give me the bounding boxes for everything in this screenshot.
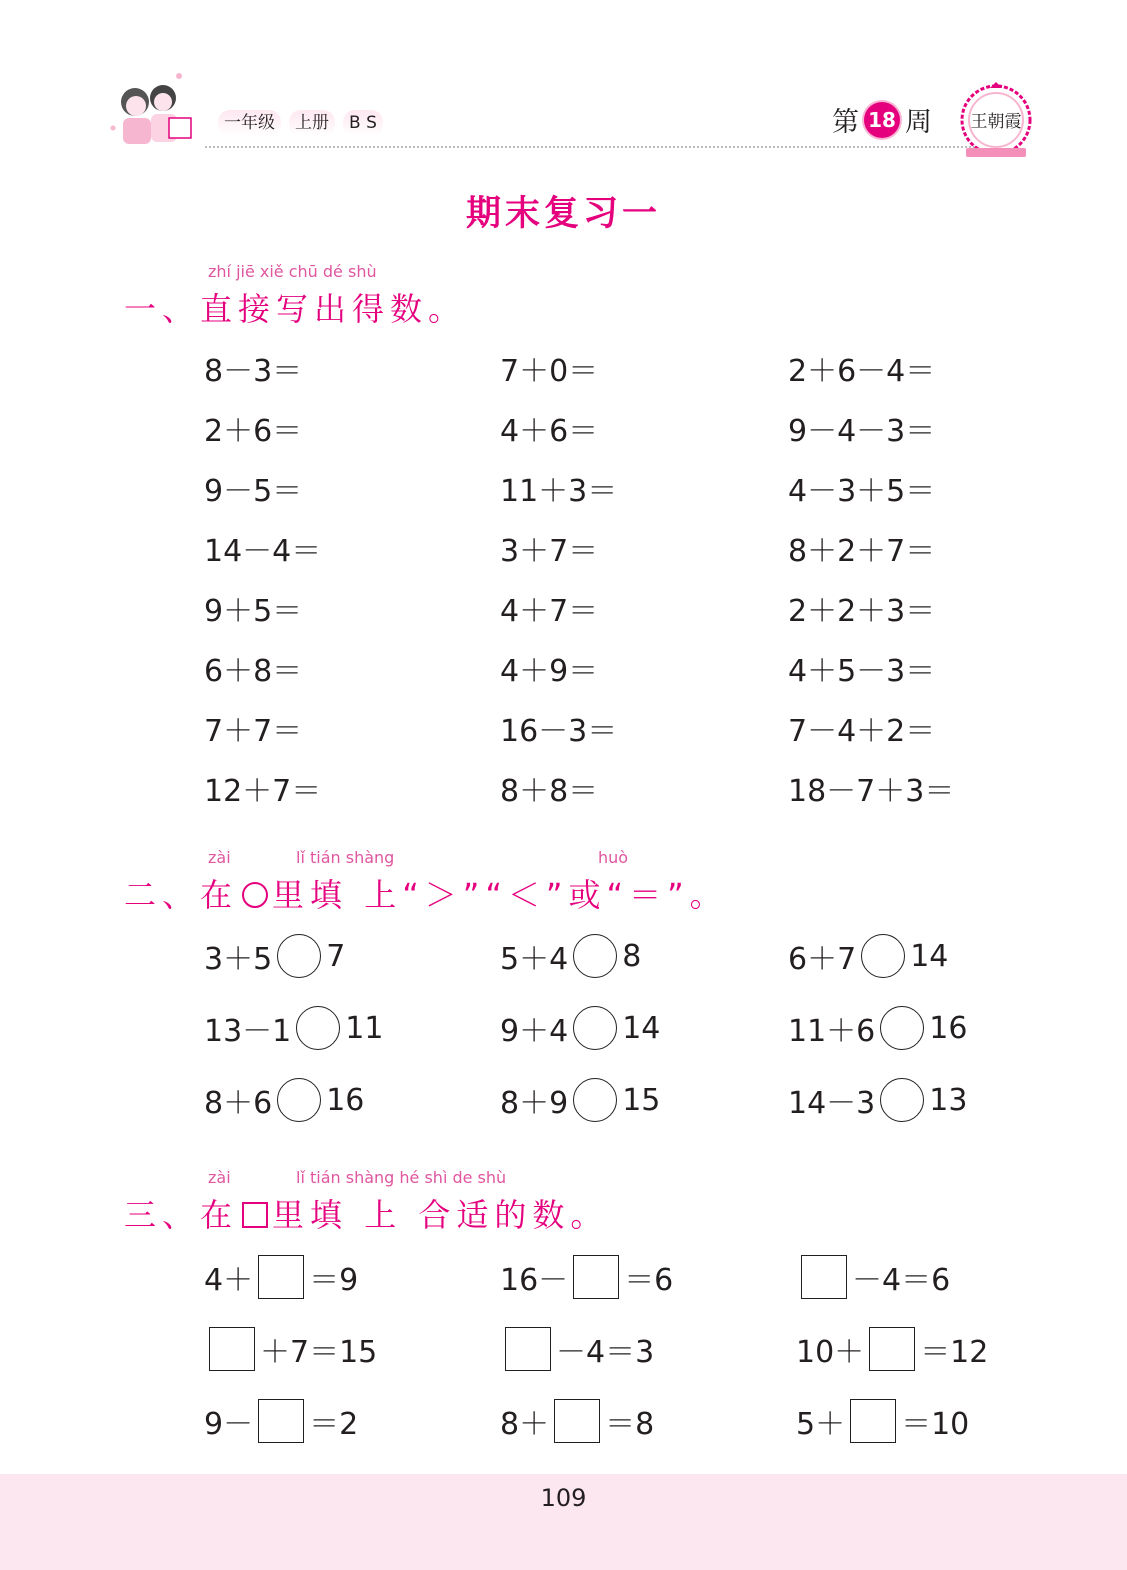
calc-problem: 4＋5－3＝ <box>788 654 936 689</box>
answer-circle[interactable] <box>277 1078 321 1122</box>
fill-problem <box>204 1327 377 1371</box>
calc-problem: 8－3＝ <box>204 354 303 389</box>
volume-tag: 上册 <box>289 110 335 136</box>
compare-right: 15 <box>622 1082 661 1118</box>
circle-symbol-icon <box>242 882 268 908</box>
fill-problem <box>204 1255 358 1299</box>
section-2-pinyin-huo: huò <box>598 848 629 867</box>
compare-problem <box>788 934 948 978</box>
fill-right: ＝8 <box>605 1407 655 1442</box>
answer-circle[interactable] <box>296 1006 340 1050</box>
compare-left: 3＋5 <box>204 942 273 977</box>
section-2-heading-suffix: 里填 上“＞”“＜”或“＝”。 <box>272 876 728 914</box>
calc-problem: 7＋0＝ <box>500 354 599 389</box>
kids-illustration <box>105 68 203 156</box>
compare-right: 7 <box>326 938 346 974</box>
answer-box[interactable] <box>573 1255 619 1299</box>
page-number: 109 <box>540 1484 587 1512</box>
compare-right: 8 <box>622 938 642 974</box>
compare-right: 16 <box>326 1082 365 1118</box>
fill-left: 8＋ <box>500 1407 550 1442</box>
answer-box[interactable] <box>505 1327 551 1371</box>
answer-circle[interactable] <box>573 1078 617 1122</box>
section-3-heading-prefix: 三、在 <box>124 1196 239 1234</box>
answer-box[interactable] <box>850 1399 896 1443</box>
calc-problem: 14－4＝ <box>204 534 322 569</box>
calc-problem: 8＋8＝ <box>500 774 599 809</box>
header-divider <box>205 146 975 148</box>
fill-left: 4＋ <box>204 1263 254 1298</box>
page-title: 期末复习一 <box>465 194 661 234</box>
compare-problem <box>788 1078 967 1122</box>
compare-left: 6＋7 <box>788 942 857 977</box>
calc-problem: 4－3＋5＝ <box>788 474 936 509</box>
fill-right: ＝2 <box>309 1407 359 1442</box>
compare-problem <box>500 934 641 978</box>
section-2-pinyin-zai: zài <box>208 848 231 867</box>
fill-problem <box>796 1255 950 1299</box>
section-3-heading-suffix: 里填 上 合适的数。 <box>272 1196 609 1234</box>
section-2-header <box>124 848 728 916</box>
fill-problem <box>796 1327 988 1371</box>
answer-box[interactable] <box>554 1399 600 1443</box>
calc-problem: 4＋9＝ <box>500 654 599 689</box>
compare-right: 11 <box>345 1010 384 1046</box>
grade-tag: 一年级 <box>218 110 281 136</box>
week-number-badge: 18 <box>864 102 900 138</box>
brand-seal-logo <box>958 80 1036 162</box>
calc-problem: 11＋3＝ <box>500 474 618 509</box>
compare-left: 11＋6 <box>788 1014 876 1049</box>
square-symbol-icon <box>242 1202 268 1228</box>
calc-problem: 12＋7＝ <box>204 774 322 809</box>
week-prefix: 第 <box>832 107 859 138</box>
calc-problem: 9－4－3＝ <box>788 414 936 449</box>
fill-right: ＝6 <box>624 1263 674 1298</box>
calc-problem: 7＋7＝ <box>204 714 303 749</box>
fill-problem <box>500 1327 654 1371</box>
compare-right: 14 <box>910 938 949 974</box>
seal-text: 王朝霞 <box>970 112 1022 132</box>
fill-right: ＝12 <box>920 1335 989 1370</box>
fill-right: －4＝6 <box>852 1263 951 1298</box>
answer-circle[interactable] <box>861 934 905 978</box>
calc-problem: 18－7＋3＝ <box>788 774 955 809</box>
calc-problem: 9＋5＝ <box>204 594 303 629</box>
calc-problem: 7－4＋2＝ <box>788 714 936 749</box>
section-1-header <box>124 262 466 330</box>
compare-problem <box>788 1006 967 1050</box>
calc-problem: 4＋7＝ <box>500 594 599 629</box>
answer-circle[interactable] <box>880 1078 924 1122</box>
calc-problem: 2＋6－4＝ <box>788 354 936 389</box>
calc-problem: 2＋2＋3＝ <box>788 594 936 629</box>
section-3-heading <box>124 1190 608 1236</box>
fill-left: 5＋ <box>796 1407 846 1442</box>
compare-problem <box>204 934 345 978</box>
section-2-heading-prefix: 二、在 <box>124 876 239 914</box>
compare-right: 13 <box>929 1082 968 1118</box>
fill-problem <box>500 1399 654 1443</box>
section-2-pinyin-li: lǐ tián shàng <box>296 848 395 867</box>
fill-right: －4＝3 <box>556 1335 655 1370</box>
calc-problem: 6＋8＝ <box>204 654 303 689</box>
answer-circle[interactable] <box>880 1006 924 1050</box>
fill-problem <box>204 1399 358 1443</box>
fill-right: ＝9 <box>309 1263 359 1298</box>
fill-left: 10＋ <box>796 1335 865 1370</box>
compare-left: 8＋9 <box>500 1086 569 1121</box>
answer-circle[interactable] <box>573 934 617 978</box>
section-1-pinyin: zhí jiē xiě chū dé shù <box>208 262 377 281</box>
answer-box[interactable] <box>258 1255 304 1299</box>
section-2-heading <box>124 870 728 916</box>
answer-box[interactable] <box>258 1399 304 1443</box>
fill-problem <box>796 1399 969 1443</box>
answer-circle[interactable] <box>277 934 321 978</box>
calc-problem: 16－3＝ <box>500 714 618 749</box>
compare-problem <box>204 1006 383 1050</box>
section-3-header <box>124 1168 608 1236</box>
answer-circle[interactable] <box>573 1006 617 1050</box>
section-3-pinyin-rest: lǐ tián shàng hé shì de shù <box>296 1168 507 1187</box>
fill-left: 9－ <box>204 1407 254 1442</box>
compare-left: 9＋4 <box>500 1014 569 1049</box>
compare-problem <box>204 1078 364 1122</box>
compare-problem <box>500 1006 660 1050</box>
fill-left: 16－ <box>500 1263 569 1298</box>
section-3-pinyin-zai: zài <box>208 1168 231 1187</box>
calc-problem: 8＋2＋7＝ <box>788 534 936 569</box>
compare-left: 13－1 <box>204 1014 292 1049</box>
compare-problem <box>500 1078 660 1122</box>
week-suffix: 周 <box>905 107 932 138</box>
compare-left: 5＋4 <box>500 942 569 977</box>
calc-problem: 3＋7＝ <box>500 534 599 569</box>
calc-problem: 4＋6＝ <box>500 414 599 449</box>
answer-box[interactable] <box>801 1255 847 1299</box>
answer-box[interactable] <box>209 1327 255 1371</box>
compare-left: 8＋6 <box>204 1086 273 1121</box>
compare-left: 14－3 <box>788 1086 876 1121</box>
compare-right: 14 <box>622 1010 661 1046</box>
calc-problem: 2＋6＝ <box>204 414 303 449</box>
fill-problem <box>500 1255 673 1299</box>
fill-right: ＝10 <box>901 1407 970 1442</box>
compare-right: 16 <box>929 1010 968 1046</box>
section-1-heading: 一、直接写出得数。 <box>124 290 467 328</box>
edition-tag: B S <box>343 110 383 136</box>
week-label <box>832 100 932 139</box>
fill-right: ＋7＝15 <box>260 1335 378 1370</box>
calc-problem: 9－5＝ <box>204 474 303 509</box>
answer-box[interactable] <box>869 1327 915 1371</box>
grade-tags <box>218 110 383 136</box>
